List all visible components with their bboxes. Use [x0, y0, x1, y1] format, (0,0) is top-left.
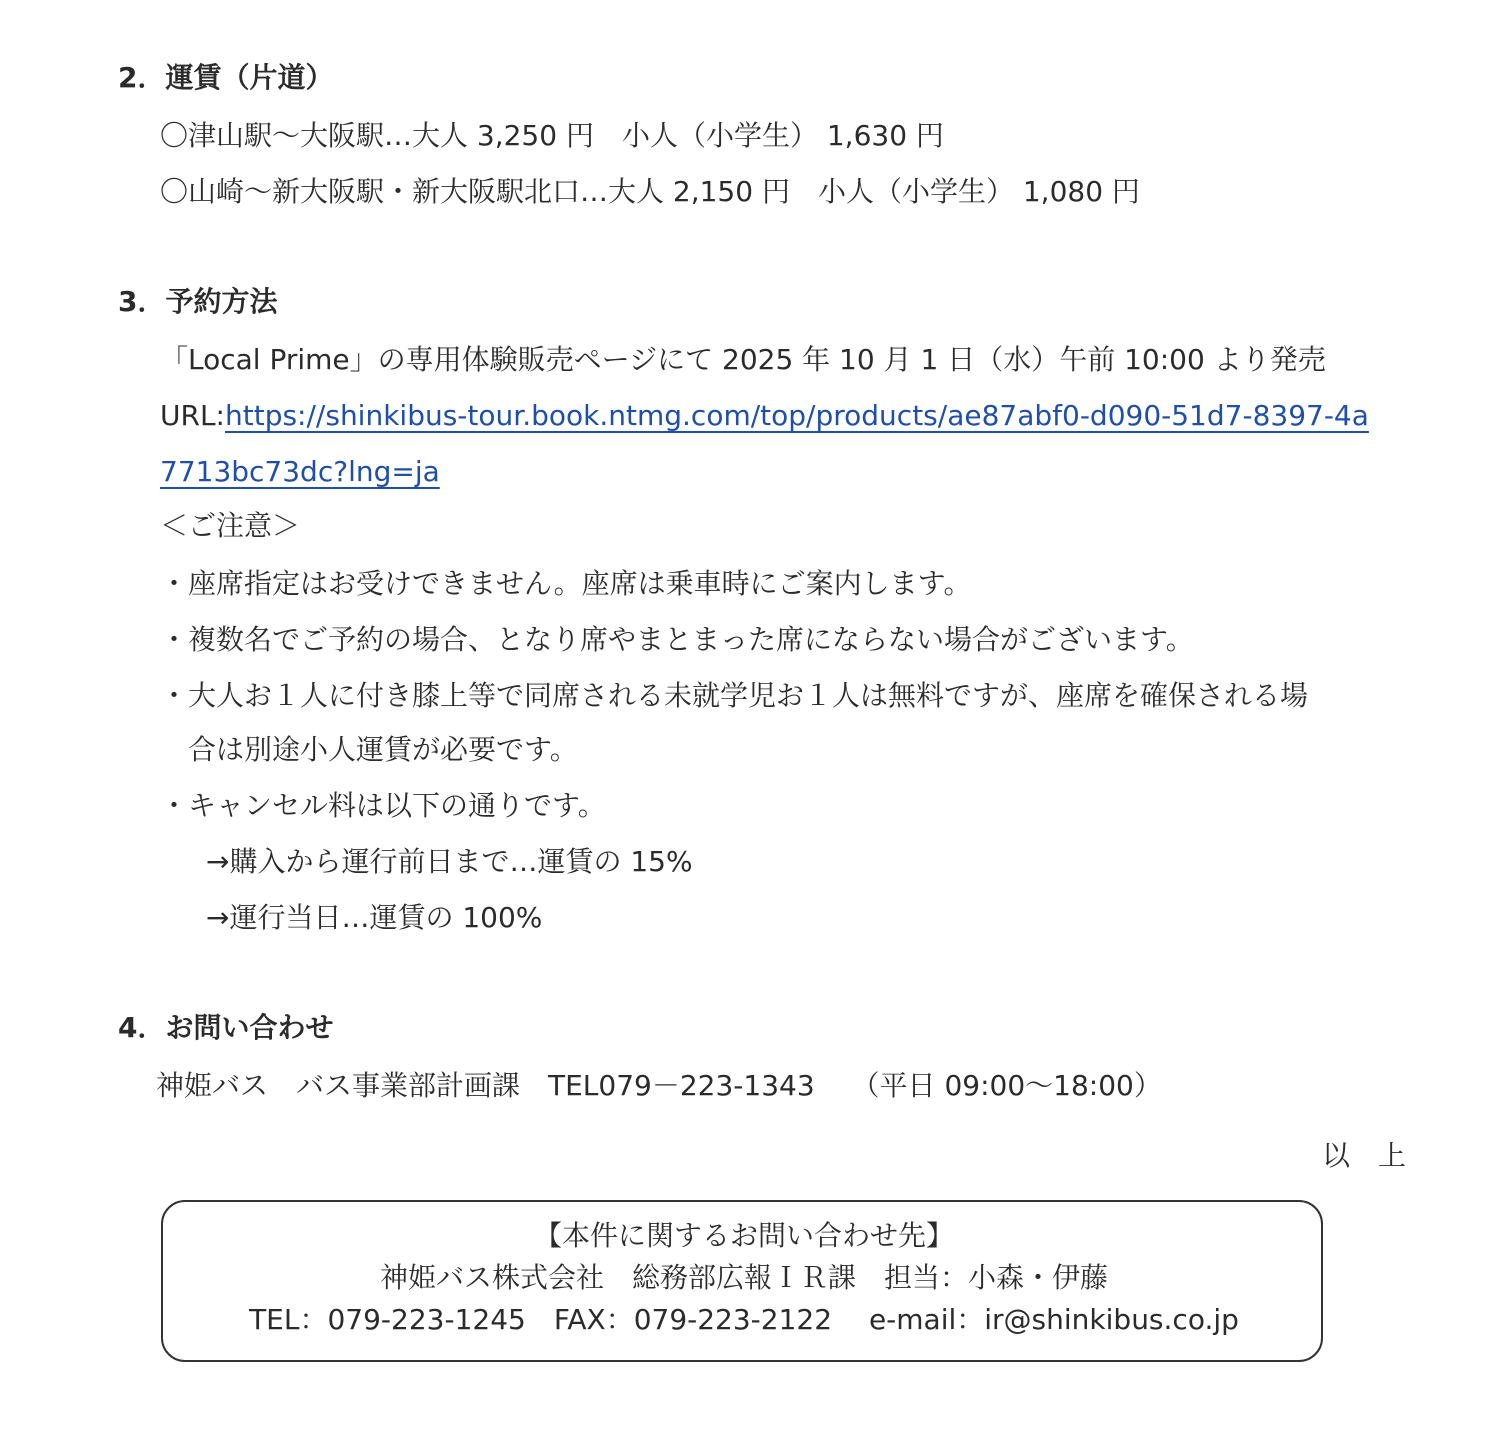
notice-item-continued: 合は別途小人運賃が必要です。 — [188, 733, 578, 766]
inquiry-box — [161, 1200, 1323, 1362]
fare-line-tsuyama: 〇津山駅～大阪駅…大人 3,250 円 小人（小学生） 1,630 円 — [160, 119, 944, 152]
inquiry-box-contacts: TEL：079-223-1245 FAX：079-223-2122 e-mail：ir@shinkibus.co.jp — [249, 1303, 1239, 1336]
contact-line: 神姫バス バス事業部計画課 TEL079－223-1343 （平日 09:00～18:00） — [156, 1069, 1162, 1102]
booking-url-link[interactable]: https://shinkibus-tour.book.ntmg.com/top/products/ae87abf0-d090-51d7-8397-4a — [224, 399, 1369, 432]
section-4-heading: 4．お問い合わせ — [118, 1011, 334, 1044]
url-prefix: URL: — [160, 399, 225, 432]
section-3-heading: 3．予約方法 — [118, 285, 278, 318]
closing-mark: 以 上 — [1322, 1139, 1407, 1172]
booking-url-link-continued[interactable]: 7713bc73dc?lng=ja — [160, 455, 440, 488]
notice-item: ・座席指定はお受けできません。座席は乗車時にご案内します。 — [160, 567, 972, 600]
notice-item: ・複数名でご予約の場合、となり席やまとまった席にならない場合がございます。 — [160, 623, 1194, 656]
reservation-intro: 「Local Prime」の専用体験販売ページにて 2025 年 10 月 1 日（水）午前 10:00 より発売 — [160, 343, 1326, 376]
notice-item: ・キャンセル料は以下の通りです。 — [160, 789, 606, 822]
inquiry-box-title: 【本件に関するお問い合わせ先】 — [533, 1219, 954, 1252]
cancel-fee-item: →購入から運行前日まで…運賃の 15% — [206, 845, 693, 878]
url-row-continued — [160, 454, 440, 490]
cancel-fee-item: →運行当日…運賃の 100% — [206, 901, 543, 934]
section-2-heading: 2．運賃（片道） — [118, 61, 334, 94]
inquiry-box-org: 神姫バス株式会社 総務部広報ＩＲ課 担当：小森・伊藤 — [379, 1261, 1108, 1294]
notice-title: ＜ご注意＞ — [160, 509, 301, 542]
url-row — [160, 398, 1369, 434]
notice-item: ・大人お１人に付き膝上等で同席される未就学児お１人は無料ですが、座席を確保される場 — [160, 679, 1309, 712]
fare-line-yamasaki: 〇山崎～新大阪駅・新大阪駅北口…大人 2,150 円 小人（小学生） 1,080 円 — [160, 175, 1140, 208]
